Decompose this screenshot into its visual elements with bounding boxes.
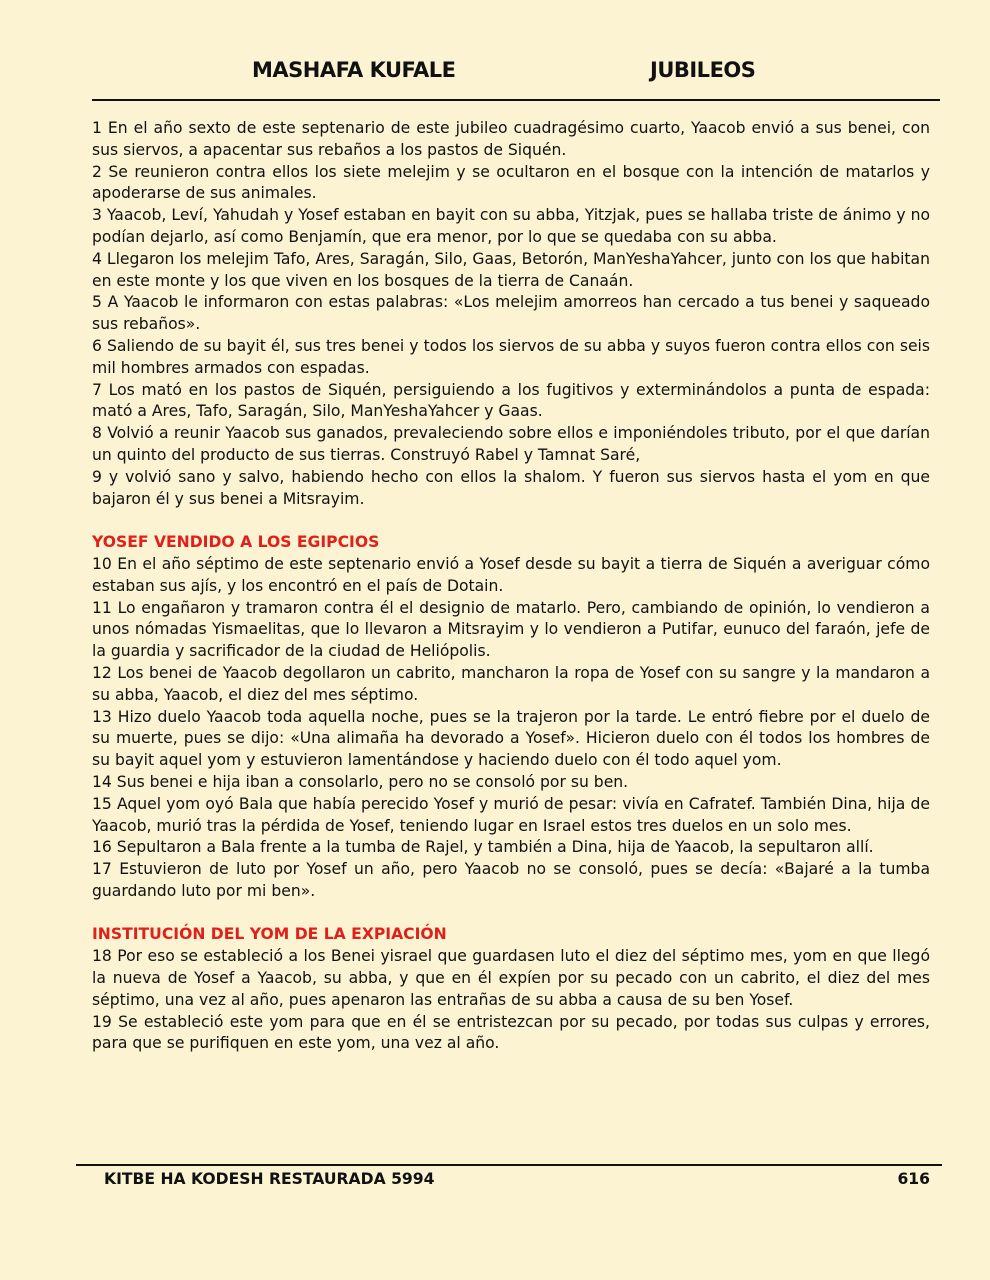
footer-divider	[76, 1164, 942, 1166]
header-divider	[92, 99, 940, 101]
page-header	[92, 58, 940, 88]
header-book-title: MASHAFA KUFALE	[252, 58, 456, 82]
verse: 16 Sepultaron a Bala frente a la tumba de Rajel, y también a Dina, hija de Yaacob, la sepultaron allí.	[92, 838, 874, 857]
page-footer	[104, 1170, 930, 1194]
verse: 14 Sus benei e hija iban a consolarlo, pero no se consoló por su ben.	[92, 772, 629, 791]
verse: 15 Aquel yom oyó Bala que había perecido Yosef y murió de pesar: vivía en Cafratef. También Dina, hija de Yaacob, murió tras la pérdida de Yosef, teniendo lugar en Israel estos tres duelos en un solo mes.	[92, 794, 930, 835]
verse: 9 y volvió sano y salvo, habiendo hecho con ellos la shalom. Y fueron sus siervos hasta el yom en que bajaron él y sus benei a Mitsrayim.	[92, 467, 930, 508]
verse: 1 En el año sexto de este septenario de este jubileo cuadragésimo cuarto, Yaacob envió a sus benei, con sus siervos, a apacentar sus rebaños a los pastos de Siquén.	[92, 119, 930, 159]
verse: 3 Yaacob, Leví, Yahudah y Yosef estaban en bayit con su abba, Yitzjak, pues se hallaba triste de ánimo y no podían dejarlo, así como Benjamín, que era menor, por lo que se quedaba con su abba.	[92, 206, 930, 246]
verse: 13 Hizo duelo Yaacob toda aquella noche, pues se la trajeron por la tarde. Le entró fiebre por el duelo de su muerte, pues se dijo: «Una alimaña ha devorado a Yosef». Hicieron duelo con él todos los hombres de su bayit aquel yom y estuvieron lamentándose y haciendo duelo con él todo aquel yom.	[92, 707, 930, 770]
footer-collection-title: KITBE HA KODESH RESTAURADA 5994	[104, 1170, 435, 1188]
section-heading: INSTITUCIÓN DEL YOM DE LA EXPIACIÓN	[92, 925, 447, 944]
verse: 8 Volvió a reunir Yaacob sus ganados, prevaleciendo sobre ellos e imponiéndoles tributo, por el que darían un quinto del producto de sus tierras. Construyó Rabel y Tamnat Saré,	[92, 424, 930, 464]
verse: 17 Estuvieron de luto por Yosef un año, pero Yaacob no se consoló, pues se decía: «Bajaré a la tumba guardando luto por mi ben».	[92, 860, 930, 900]
verse: 4 Llegaron los melejim Tafo, Ares, Saragán, Silo, Gaas, Betorón, ManYeshaYahcer, junto con los que habitan en este monte y los que viven en los bosques de la tierra de Canaán.	[92, 249, 930, 290]
verse: 12 Los benei de Yaacob degollaron un cabrito, mancharon la ropa de Yosef con su sangre y la mandaron a su abba, Yaacob, el diez del mes séptimo.	[92, 663, 930, 704]
verse: 10 En el año séptimo de este septenario envió a Yosef desde su bayit a tierra de Siquén a averiguar cómo estaban sus ajís, y los encontró en el país de Dotain.	[92, 554, 930, 595]
verse: 2 Se reunieron contra ellos los siete melejim y se ocultaron en el bosque con la intención de matarlos y apoderarse de sus animales.	[92, 162, 930, 203]
header-book-subtitle: JUBILEOS	[650, 58, 756, 82]
verse: 5 A Yaacob le informaron con estas palabras: «Los melejim amorreos han cercado a tus benei y saqueado sus rebaños».	[92, 293, 930, 334]
page-body	[92, 118, 930, 1055]
verse: 6 Saliendo de su bayit él, sus tres benei y todos los siervos de su abba y suyos fueron contra ellos con seis mil hombres armados con espadas.	[92, 336, 930, 377]
page-number: 616	[897, 1170, 930, 1188]
verse: 7 Los mató en los pastos de Siquén, persiguiendo a los fugitivos y exterminándolos a punta de espada: mató a Ares, Tafo, Saragán, Silo, ManYeshaYahcer y Gaas.	[92, 380, 930, 421]
verse: 11 Lo engañaron y tramaron contra él el designio de matarlo. Pero, cambiando de opinión, lo vendieron a unos nómadas Yismaelitas, que lo llevaron a Mitsrayim y lo vendieron a Putifar, eunuco del faraón, jefe de la guardia y sacrificador de la ciudad de Heliópolis.	[92, 598, 930, 661]
section-heading: YOSEF VENDIDO A LOS EGIPCIOS	[92, 533, 380, 552]
verse: 18 Por eso se estableció a los Benei yisrael que guardasen luto el diez del séptimo mes, yom en que llegó la nueva de Yosef a Yaacob, su abba, y que en él expíen por su pecado con un cabrito, el diez del mes séptimo, una vez al año, pues apenaron las entrañas de su abba a causa de su ben Yosef.	[92, 947, 930, 1009]
verse: 19 Se estableció este yom para que en él se entristezcan por su pecado, por todas sus culpas y errores, para que se purifiquen en este yom, una vez al año.	[92, 1012, 930, 1053]
